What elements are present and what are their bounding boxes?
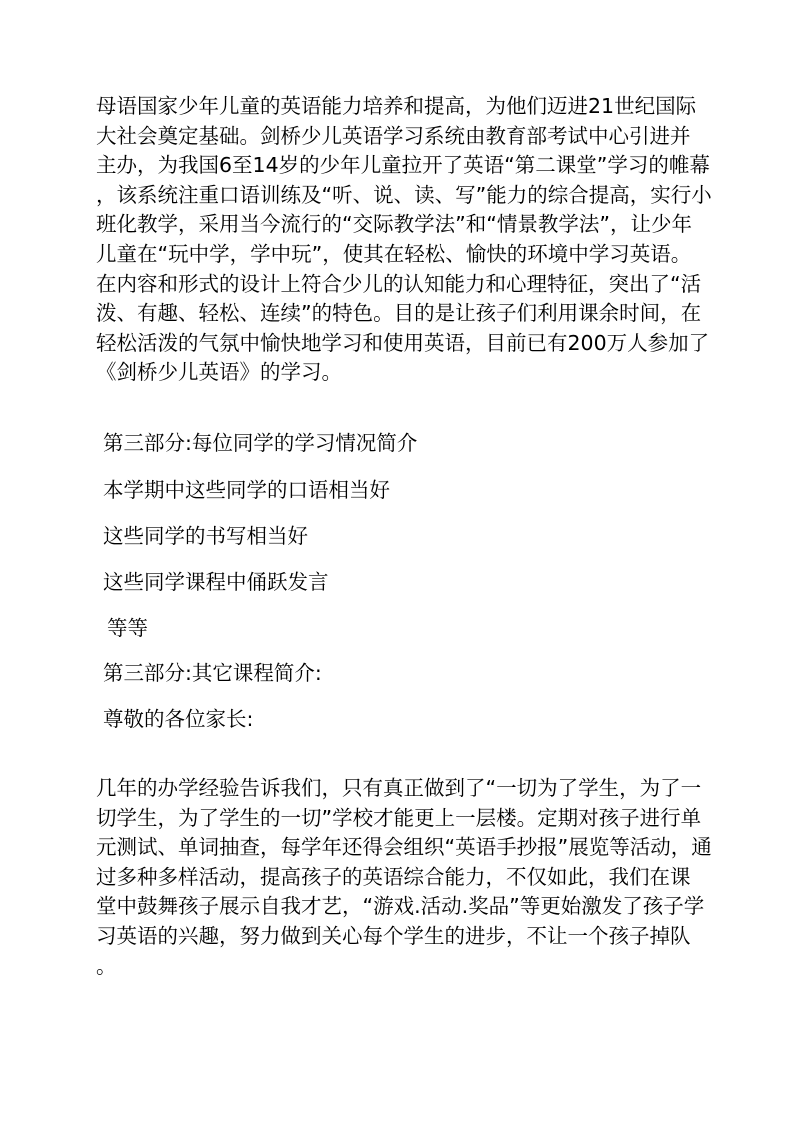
paragraph-line: 元测试、单词抽查，每学年还得会组织“英语手抄报”展览等活动，通 — [96, 835, 712, 860]
paragraph-line: 儿童在“玩中学，学中玩”，使其在轻松、愉快的环境中学习英语。 — [96, 241, 692, 266]
paragraph-line: 班化教学，采用当今流行的“交际教学法”和“情景教学法”，让少年 — [96, 212, 692, 237]
paragraph-line: 切学生，为了学生的一切”学校才能更上一层楼。定期对孩子进行单 — [96, 805, 702, 830]
paragraph-line: 泼、有趣、轻松、连续”的特色。目的是让孩子们利用课余时间，在 — [96, 301, 702, 326]
item-writing: 这些同学的书写相当好 — [103, 524, 308, 548]
paragraph-line: ，该系统注重口语训练及“听、说、读、写”能力的综合提高，实行小 — [96, 182, 712, 207]
paragraph-line: 过多种多样活动，提高孩子的英语综合能力，不仅如此，我们在课 — [96, 864, 691, 889]
paragraph-line: 几年的办学经验告诉我们，只有真正做到了“一切为了学生，为了一 — [96, 776, 702, 800]
paragraph-line: 在内容和形式的设计上符合少儿的认知能力和心理特征，突出了“活 — [96, 271, 702, 296]
greeting-parents: 尊敬的各位家长: — [103, 707, 254, 731]
item-etc: 等等 — [107, 616, 148, 640]
paragraph-line: 母语国家少年儿童的英语能力培养和提高，为他们迈进21世纪国际 — [96, 94, 697, 118]
paragraph-line: 习英语的兴趣，努力做到关心每个学生的进步，不让一个孩子掉队 — [96, 923, 691, 948]
paragraph-line: 《剑桥少儿英语》的学习。 — [96, 360, 342, 385]
section-heading-other-courses: 第三部分:其它课程简介: — [103, 661, 322, 685]
paragraph-line: 主办，为我国6至14岁的少年儿童拉开了英语“第二课堂”学习的帷幕 — [96, 153, 710, 178]
experience-paragraph — [96, 774, 712, 981]
section-heading-student-status: 第三部分:每位同学的学习情况简介 — [103, 431, 418, 455]
paragraph-line: 堂中鼓舞孩子展示自我才艺，“游戏.活动.奖品”等更始激发了孩子学 — [96, 894, 705, 919]
item-active-speaking: 这些同学课程中俑跃发言 — [103, 570, 329, 594]
paragraph-line: 轻松活泼的气氛中愉快地学习和使用英语，目前已有200万人参加了 — [96, 330, 710, 355]
paragraph-line: 。 — [96, 953, 117, 978]
intro-paragraph — [96, 92, 712, 388]
item-oral-english: 本学期中这些同学的口语相当好 — [103, 478, 390, 502]
paragraph-line: 大社会奠定基础。剑桥少儿英语学习系统由教育部考试中心引进并 — [96, 123, 691, 148]
